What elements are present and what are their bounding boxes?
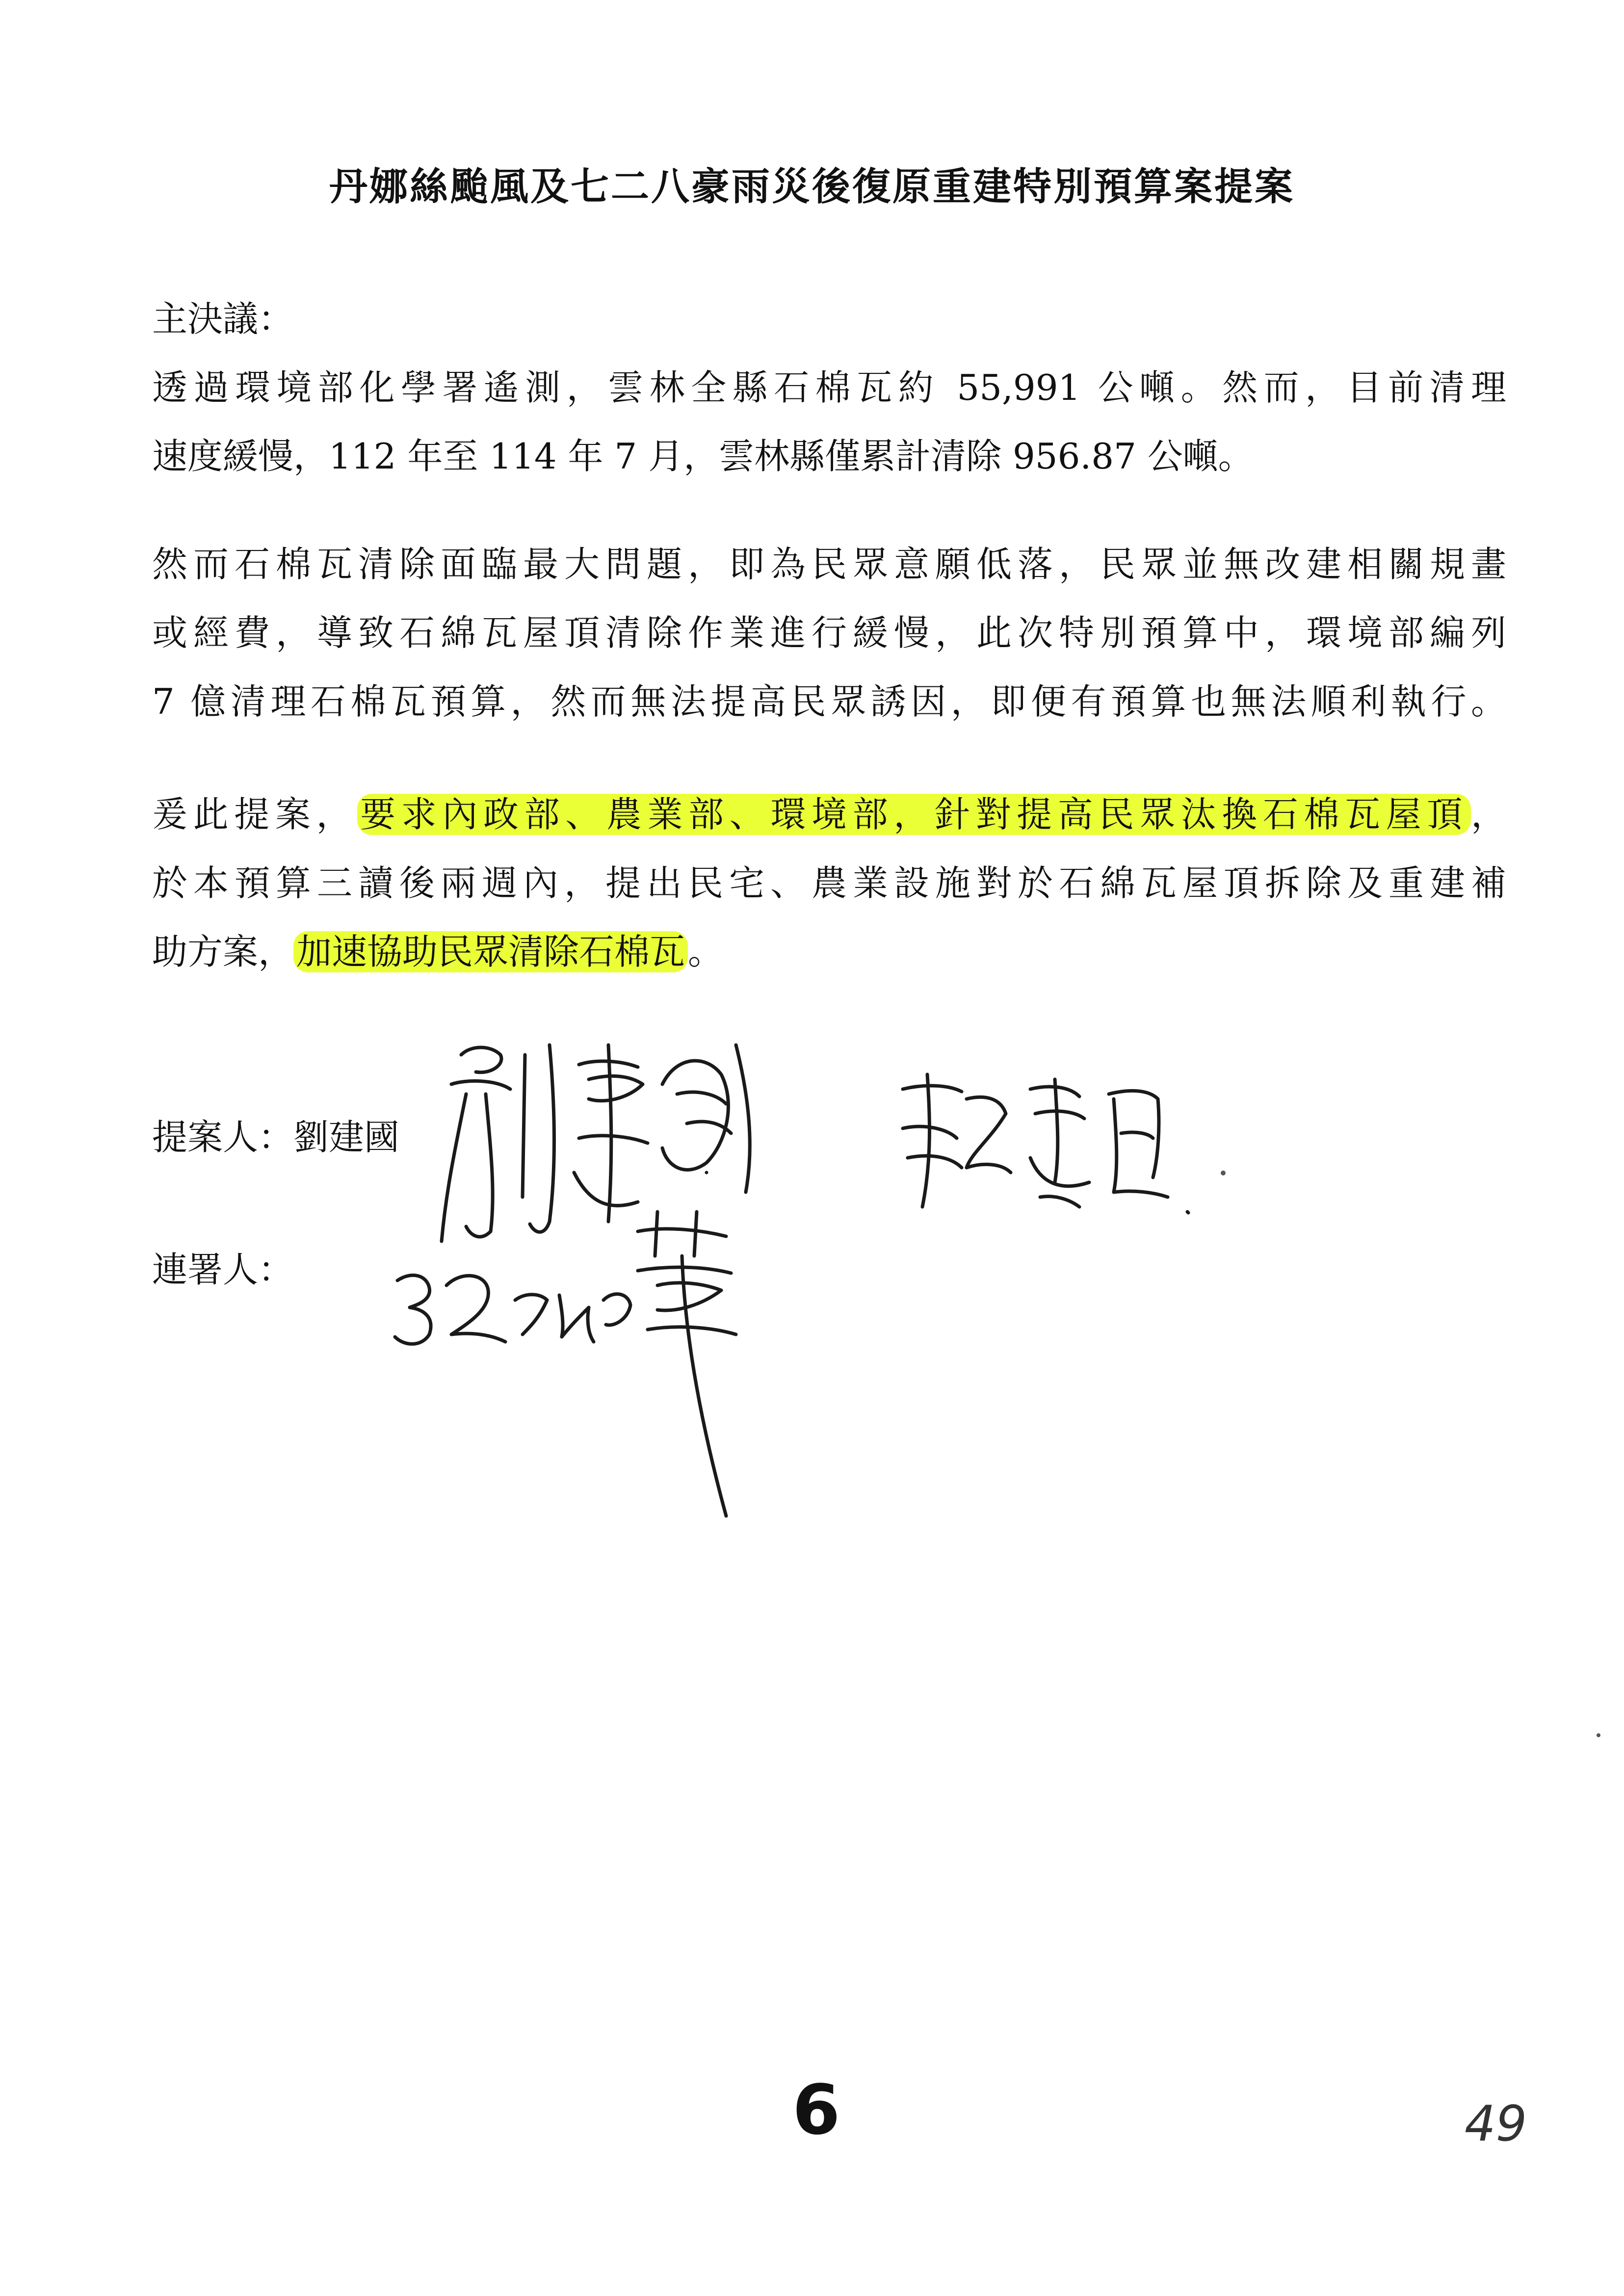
paragraph-3 bbox=[152, 780, 1506, 986]
signature-cosigner-2 bbox=[383, 1202, 805, 1526]
paragraph-1-line-2: 速度緩慢，112 年至 114 年 7 月，雲林縣僅累計清除 956.87 公噸。 bbox=[152, 436, 1254, 477]
paragraph-3-line-3 bbox=[152, 917, 1506, 986]
highlighted-text-1: 要求內政部、農業部、環境部，針對提高民眾汰換石棉瓦屋頂 bbox=[357, 794, 1471, 835]
proposer-name: 劉建國 bbox=[293, 1117, 400, 1158]
cosigner-label: 連署人： bbox=[152, 1249, 294, 1290]
proposer-line bbox=[152, 1109, 399, 1160]
resolution-heading: 主決議： bbox=[152, 298, 294, 339]
highlighted-text-2: 加速協助民眾清除石棉瓦 bbox=[293, 931, 688, 972]
page-number: 6 bbox=[792, 2070, 840, 2150]
resolution-section bbox=[152, 285, 1506, 491]
paragraph-2 bbox=[152, 530, 1506, 736]
paragraph-2-line-1: 然而石棉瓦清除面臨最大問題，即為民眾意願低落，民眾並無改建相關規畫 bbox=[152, 544, 1506, 585]
paragraph-3-line-1-suffix: ， bbox=[1470, 794, 1506, 835]
scan-speck bbox=[1597, 1733, 1600, 1737]
paragraph-2-line-3: 7 億清理石棉瓦預算，然而無法提高民眾誘因，即便有預算也無法順利執行。 bbox=[152, 681, 1506, 722]
paragraph-3-line-1 bbox=[152, 780, 1506, 849]
scan-speck bbox=[1221, 1171, 1226, 1175]
paragraph-1-line-1: 透過環境部化學署遙測，雲林全縣石棉瓦約 55,991 公噸。然而，目前清理 bbox=[152, 367, 1506, 408]
document-title: 丹娜絲颱風及七二八豪雨災後復原重建特別預算案提案 bbox=[329, 164, 1295, 209]
paragraph-3-line-3-suffix: 。 bbox=[688, 931, 724, 972]
paragraph-3-line-3-prefix: 助方案， bbox=[152, 931, 294, 972]
proposer-label: 提案人： bbox=[152, 1117, 294, 1158]
paragraph-3-line-2: 於本預算三讀後兩週內，提出民宅、農業設施對於石綿瓦屋頂拆除及重建補 bbox=[152, 862, 1506, 904]
signature-cosigner-1 bbox=[893, 1070, 1197, 1226]
paragraph-2-line-2: 或經費，導致石綿瓦屋頂清除作業進行緩慢，此次特別預算中，環境部編列 bbox=[152, 612, 1506, 653]
paragraph-3-line-1-prefix: 爰此提案， bbox=[152, 794, 358, 835]
handwritten-page-number: 49 bbox=[1465, 2095, 1527, 2152]
